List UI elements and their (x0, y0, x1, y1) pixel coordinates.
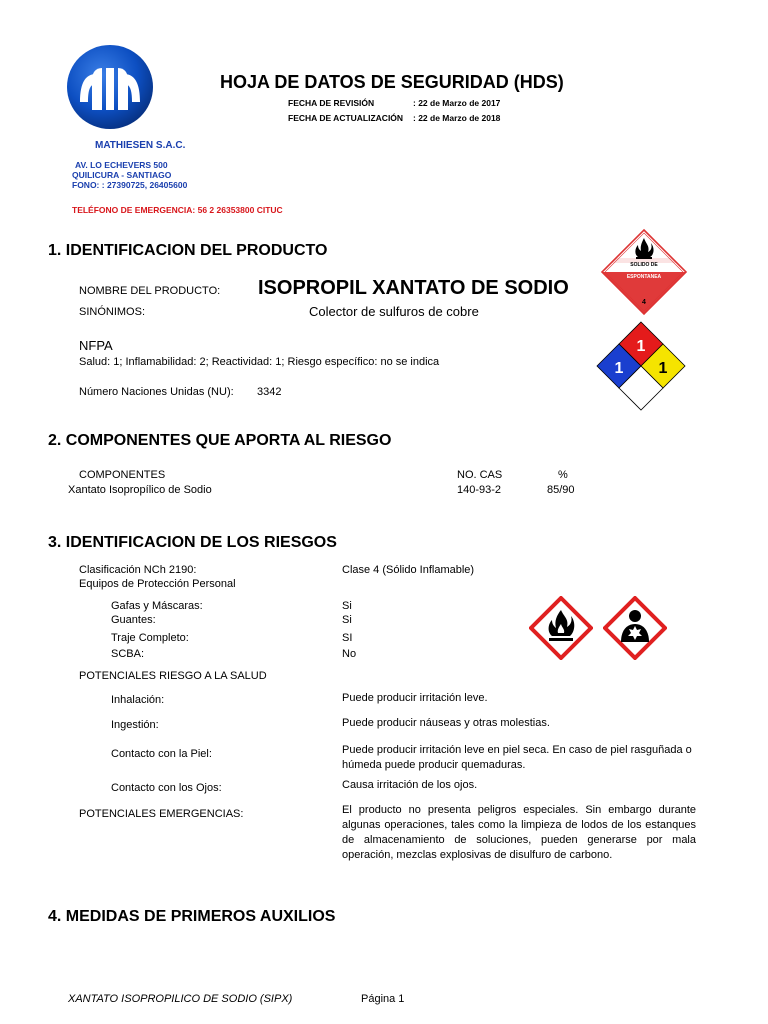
update-date-label: FECHA DE ACTUALIZACIÓN (288, 113, 404, 123)
eye-contact-label: Contacto con los Ojos: (111, 782, 222, 794)
ingestion-value: Puede producir náuseas y otras molestias. (342, 717, 550, 729)
health-risks-label: POTENCIALES RIESGO A LA SALUD (79, 670, 267, 682)
section-1-title: 1. IDENTIFICACION DEL PRODUCTO (48, 242, 328, 259)
flame-pictogram-icon (529, 596, 593, 660)
ppe-suit-value: SI (342, 632, 353, 644)
company-address-line-1: AV. LO ECHEVERS 500 (75, 160, 168, 170)
mathiesen-logo (66, 44, 154, 130)
ppe-scba-value: No (342, 648, 357, 660)
ingestion-label: Ingestión: (111, 719, 159, 731)
skin-contact-label: Contacto con la Piel: (111, 748, 212, 760)
footer-document-name: XANTATO ISOPROPILICO DE SODIO (SIPX) (68, 993, 293, 1005)
hazard-class-4-placard (600, 228, 688, 316)
classification-value: Clase 4 (Sólido Inflamable) (342, 564, 475, 576)
placard-text-2: COMBUSTION (626, 268, 662, 274)
un-number-label: Número Naciones Unidas (NU): (79, 386, 234, 398)
ppe-label: Equipos de Protección Personal (79, 578, 236, 590)
emergency-phone: TELÉFONO DE EMERGENCIA: 56 2 26353800 CITUC (72, 205, 283, 215)
nfpa-health-value: 1 (614, 360, 624, 377)
synonyms-label: SINÓNIMOS: (79, 306, 146, 318)
revision-date-value: : 22 de Marzo de 2017 (413, 98, 501, 108)
company-address-line-2: QUILICURA - SANTIAGO (72, 170, 172, 180)
revision-date-label: FECHA DE REVISIÓN (288, 98, 375, 108)
inhalation-label: Inhalación: (111, 694, 165, 706)
eye-contact-value: Causa irritación de los ojos. (342, 779, 478, 791)
emergencies-value: El producto no presenta peligros especiales. Sin embargo durante algunas operaciones, tales como la limpieza de lodos de los estanques de almacenamiento de soluciones, pueden generarse por mala operación, mezclas explosivas de disulfuro de carbono. (342, 804, 696, 861)
update-date-value: : 22 de Marzo de 2018 (413, 113, 501, 123)
synonyms-value: Colector de sulfuros de cobre (309, 304, 479, 319)
components-column-header: COMPONENTES (79, 469, 166, 481)
document-title: HOJA DE DATOS DE SEGURIDAD (HDS) (220, 72, 564, 92)
ppe-gloves-label: Guantes: (111, 614, 156, 626)
placard-text-1: SOLIDO DE (630, 262, 658, 268)
ppe-gloves-value: Si (342, 614, 352, 626)
ppe-goggles-value: Si (342, 600, 352, 612)
footer-page-number: Página 1 (361, 993, 405, 1005)
un-number-value: 3342 (257, 386, 282, 398)
placard-class-number: 4 (642, 299, 646, 306)
component-percent: 85/90 (547, 484, 575, 496)
company-name: MATHIESEN S.A.C. (95, 140, 186, 151)
section-4-title: 4. MEDIDAS DE PRIMEROS AUXILIOS (48, 908, 336, 925)
classification-label: Clasificación NCh 2190: (79, 564, 197, 576)
company-phone: FONO: : 27390725, 26405600 (72, 180, 188, 190)
inhalation-value: Puede producir irritación leve. (342, 692, 488, 704)
nfpa-reactivity-value: 1 (658, 360, 668, 377)
nfpa-ratings-text: Salud: 1; Inflamabilidad: 2; Reactividad: 1; Riesgo específico: no se indica (79, 356, 440, 368)
nfpa-flammability-value: 1 (636, 338, 646, 355)
emergencies-label: POTENCIALES EMERGENCIAS: (79, 808, 244, 820)
skin-contact-value: Puede producir irritación leve en piel seca. En caso de piel rasguñada o húmeda puede producir quemaduras. (342, 744, 692, 771)
product-name-label: NOMBRE DEL PRODUCTO: (79, 285, 221, 297)
percent-column-header: % (558, 469, 568, 481)
nfpa-diamond (596, 321, 686, 411)
component-name: Xantato Isopropílico de Sodio (68, 484, 212, 496)
health-hazard-pictogram-icon (603, 596, 667, 660)
cas-column-header: NO. CAS (457, 469, 503, 481)
component-cas: 140-93-2 (457, 484, 502, 496)
ppe-goggles-label: Gafas y Máscaras: (111, 600, 203, 612)
product-name: ISOPROPIL XANTATO DE SODIO (258, 277, 569, 299)
section-2-title: 2. COMPONENTES QUE APORTA AL RIESGO (48, 432, 392, 449)
nfpa-label: NFPA (79, 338, 113, 353)
section-3-title: 3. IDENTIFICACION DE LOS RIESGOS (48, 534, 337, 551)
ppe-suit-label: Traje Completo: (111, 632, 189, 644)
placard-text-3: ESPONTANEA (626, 274, 662, 280)
ppe-scba-label: SCBA: (111, 648, 145, 660)
